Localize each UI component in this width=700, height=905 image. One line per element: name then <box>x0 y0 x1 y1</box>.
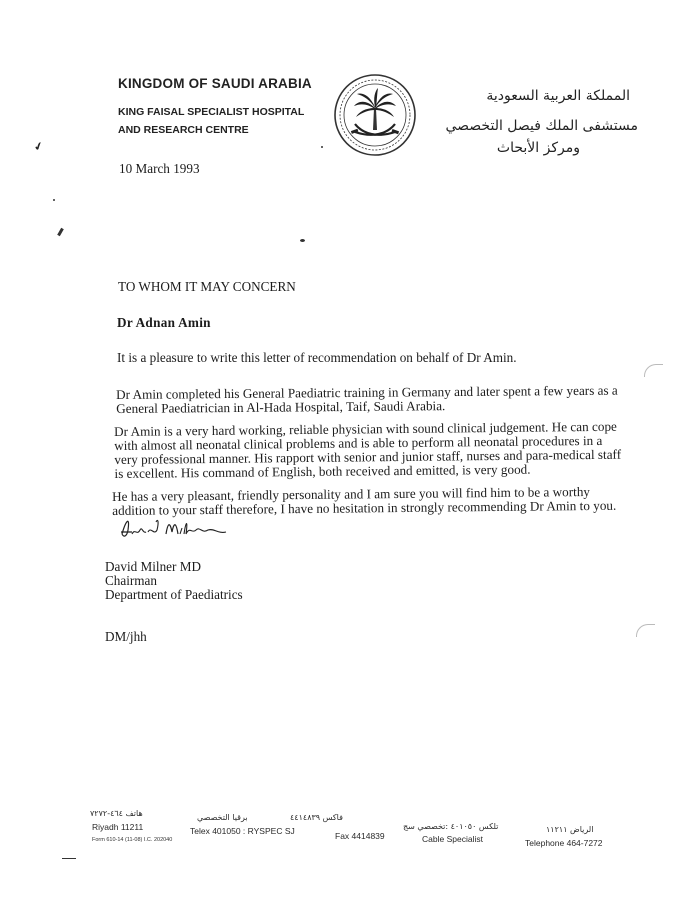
punch-hole-mark <box>644 364 663 377</box>
footer-fax-arabic: فاكس ٤٤١٤٨٣٩ <box>290 813 343 822</box>
paragraph-recommendation: He has a very pleasant, friendly personality and I am sure you will find him to be a worthy addition to your staff therefore, I have no hesitation in strongly recommending Dr Amin to you. <box>111 483 617 518</box>
country-name: KINGDOM OF SAUDI ARABIA <box>118 76 312 91</box>
hospital-name-line1: KING FAISAL SPECIALIST HOSPITAL <box>118 106 305 118</box>
footer-telex-arabic: تلكس ٤٠١٠٥٠ :تخصصي سج <box>403 822 499 831</box>
punch-hole-mark <box>636 624 655 637</box>
footer-pobox-arabic: الرياض ١١٢١١ <box>546 825 594 834</box>
arabic-research-centre: ومركز الأبحاث <box>496 140 580 156</box>
form-number: Form 610-14 (11-08) I.C. 202040 <box>92 837 173 843</box>
signer-name: David Milner MD <box>105 559 201 574</box>
footer-riyadh: Riyadh 11211 <box>92 822 144 832</box>
salutation: TO WHOM IT MAY CONCERN <box>118 279 296 294</box>
signer-department: Department of Paediatrics <box>105 587 243 602</box>
paragraph-training: Dr Amin completed his General Paediatric training in Germany and later spent a few years as a General Paediatrician in Al-Hada Hospital, Taif, Saudi Arabia. <box>115 382 618 416</box>
letter-subject: Dr Adnan Amin <box>117 315 211 330</box>
footer-cable-arabic: برقيا التخصصي <box>197 813 248 822</box>
scan-speck <box>53 199 55 201</box>
scan-speck <box>300 239 305 242</box>
hospital-name-line2: AND RESEARCH CENTRE <box>118 124 249 136</box>
arabic-hospital-name: مستشفى الملك فيصل التخصصي <box>445 118 638 134</box>
paragraph-intro: It is a pleasure to write this letter of recommendation on behalf of Dr Amin. <box>117 350 517 365</box>
palm-and-crossed-swords-emblem-icon <box>333 72 417 158</box>
signer-title: Chairman <box>105 573 158 588</box>
footer-telex: Telex 401050 : RYSPEC SJ <box>190 826 295 836</box>
scan-mark <box>57 228 64 236</box>
scan-mark <box>62 858 76 859</box>
arabic-country-name: المملكة العربية السعودية <box>486 88 630 104</box>
handwritten-signature <box>118 512 238 544</box>
scan-mark: ✔ <box>32 138 46 155</box>
footer-fax: Fax 4414839 <box>335 831 385 841</box>
letter-date: 10 March 1993 <box>119 161 200 176</box>
paragraph-skills: Dr Amin is a very hard working, reliable physician with sound clinical judgement. He can cope with almost all neonatal clinical problems and is able to perform all neonatal procedures in a very professional manner. His rapport with senior and junior staff, nurses and para-medical staff is excellent. His command of English, both received and emitted, is very good. <box>113 418 622 481</box>
footer-phone-arabic: هاتف ٤٦٤-٧٢٧٢ <box>90 809 143 818</box>
reference-initials: DM/jhh <box>105 629 147 644</box>
footer-cable: Cable Specialist <box>422 834 483 844</box>
footer-telephone: Telephone 464-7272 <box>525 838 603 848</box>
scan-speck <box>321 146 323 148</box>
